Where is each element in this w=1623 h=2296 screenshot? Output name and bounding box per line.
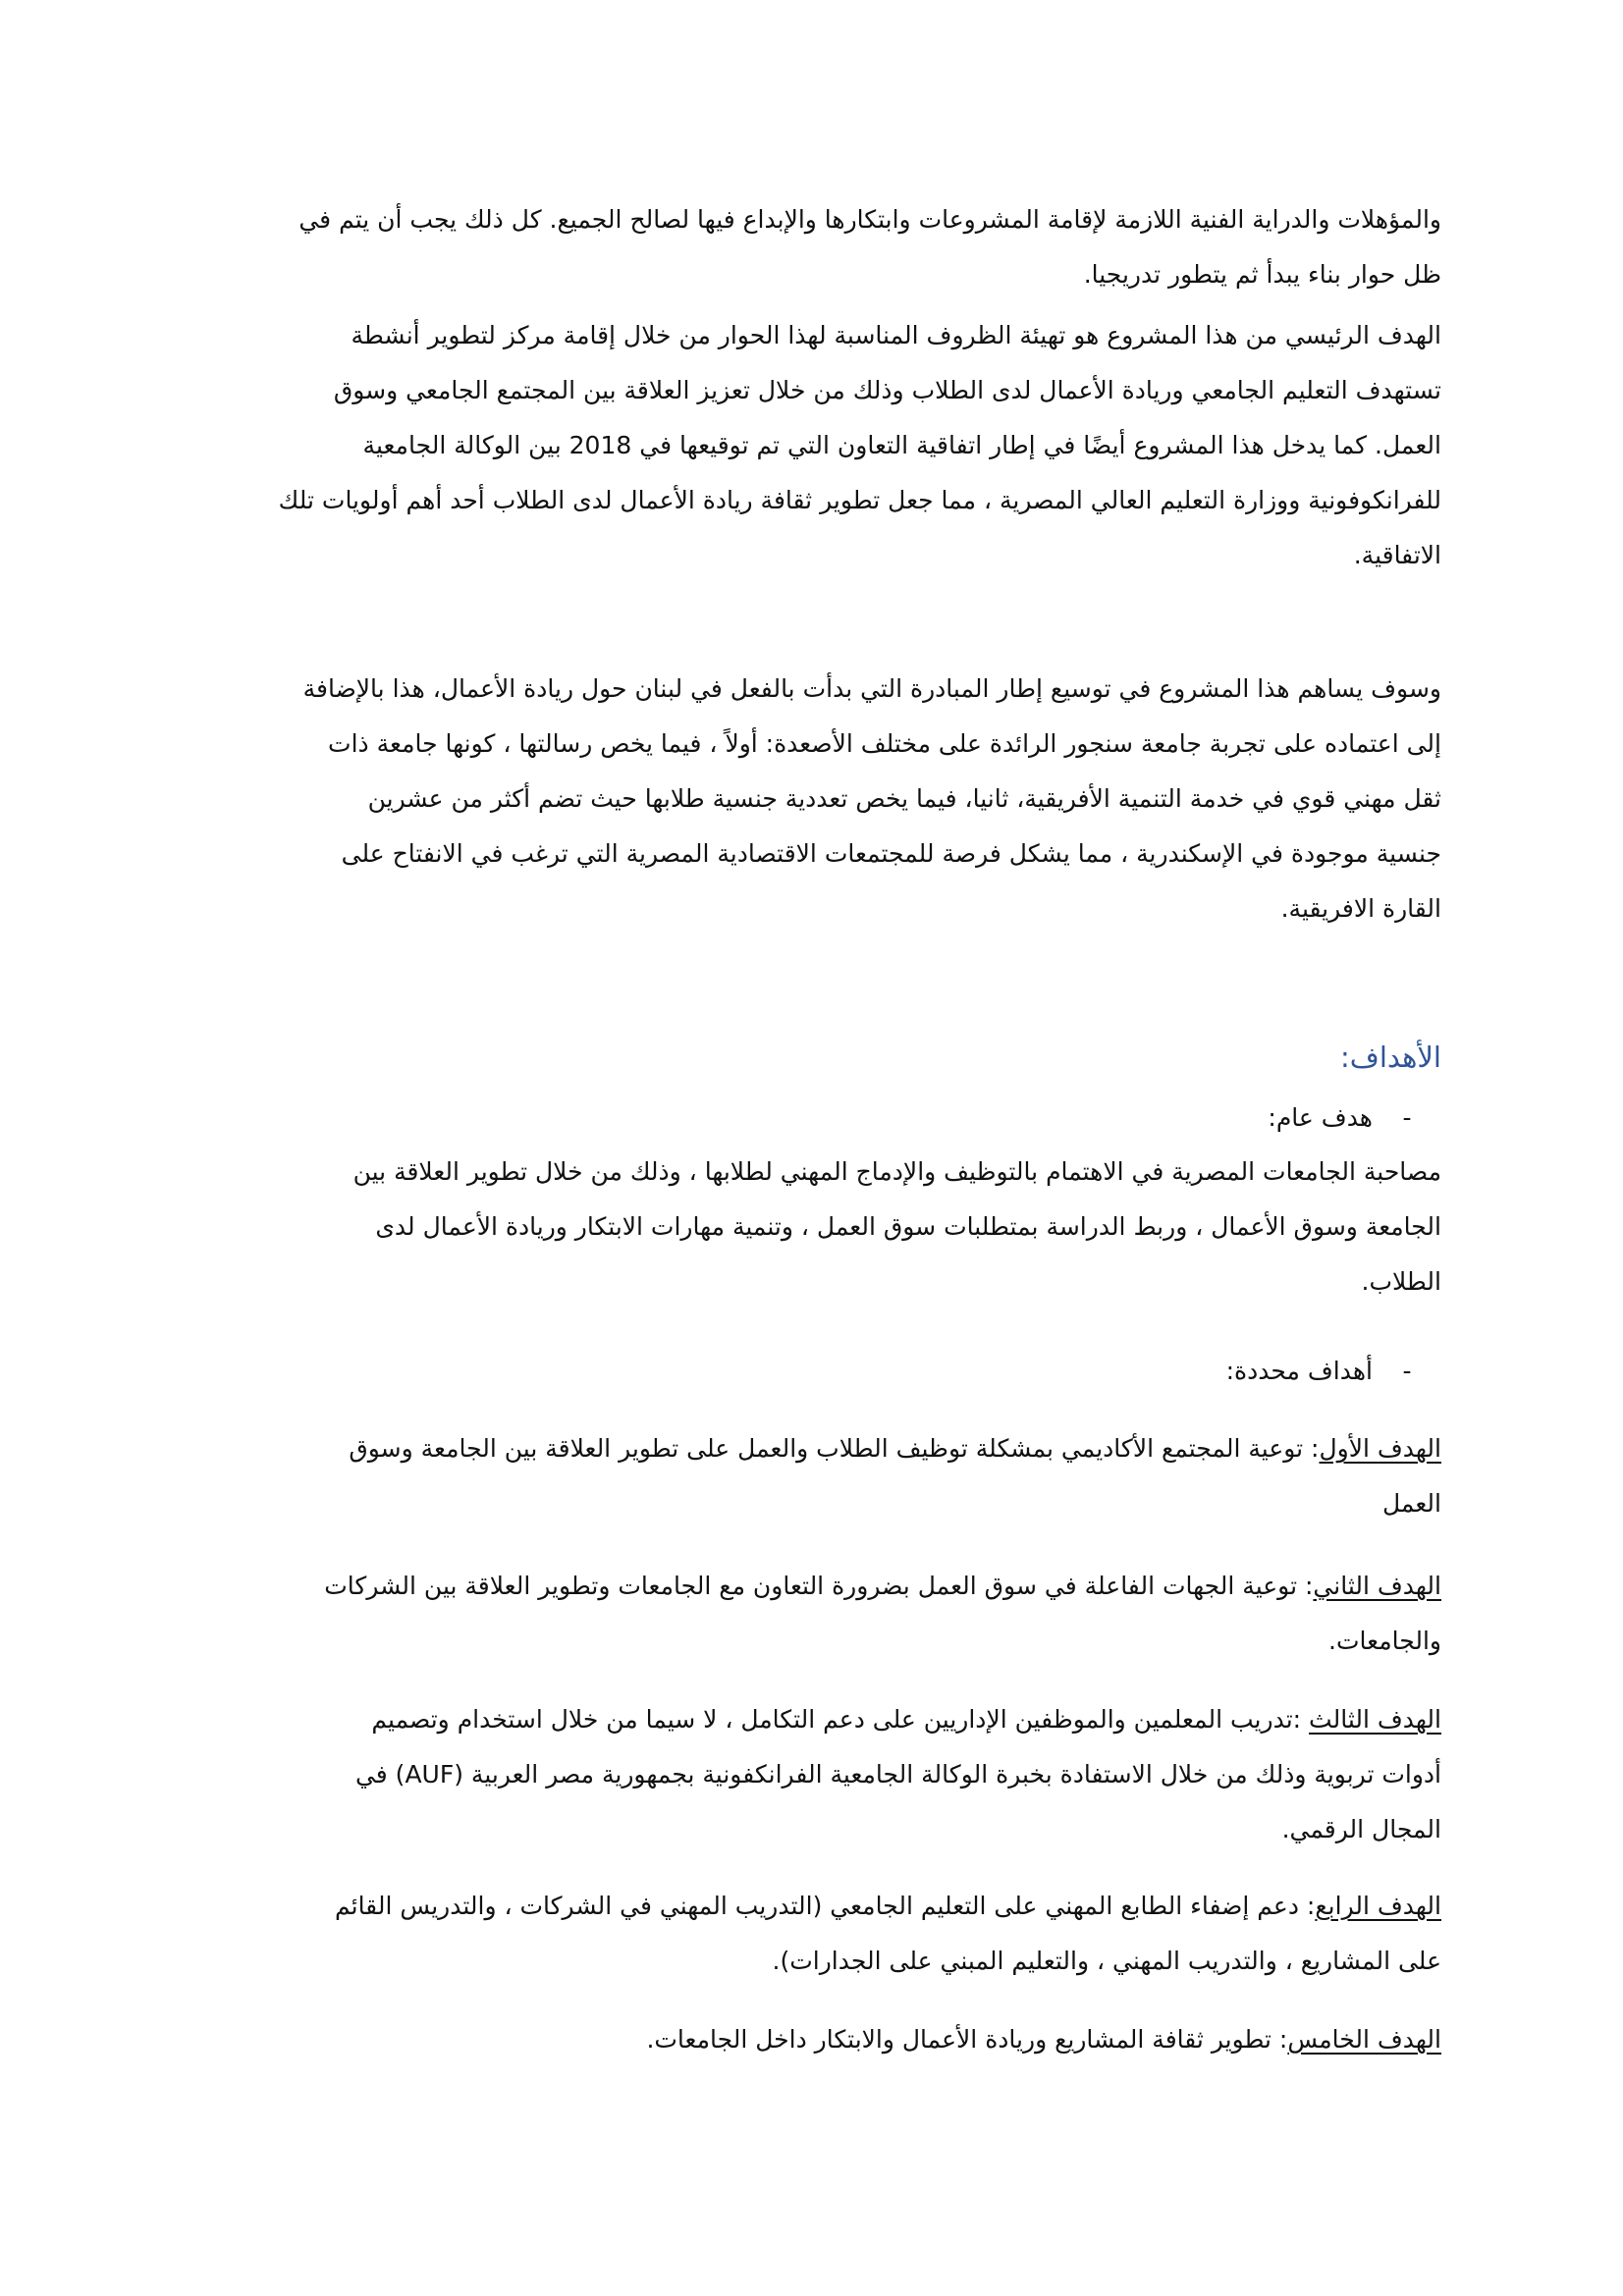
- text-line: [196, 1692, 1441, 1747]
- goal-5: [196, 2012, 1441, 2067]
- goal-label: الهدف الثالث: [1309, 1705, 1441, 1734]
- text-line: العمل. كما يدخل هذا المشروع أيضًا في إطار اتفاقية التعاون التي تم توقيعها في 2018 بين الوكالة الجامعية: [362, 431, 1441, 459]
- bullet-dash: -: [1402, 1357, 1412, 1385]
- text-line: [196, 2012, 1441, 2067]
- goal-2: [196, 1559, 1441, 1669]
- text-line: القارة الافريقية.: [1280, 894, 1441, 923]
- text-line: الاتفاقية.: [1353, 541, 1441, 569]
- text-line: أدوات تربوية وذلك من خلال الاستفادة بخبرة الوكالة الجامعية الفرانكفونية بجمهورية مصر العربية (AUF) في: [354, 1760, 1441, 1789]
- text-line: [196, 1879, 1441, 1934]
- paragraph-intro-continuation: [196, 192, 1441, 302]
- text-line: المجال الرقمي.: [1281, 1815, 1441, 1843]
- general-objective-bullet: [1268, 1103, 1441, 1132]
- text-line: [196, 1559, 1441, 1614]
- general-objective-text: [196, 1145, 1441, 1309]
- text-line: تستهدف التعليم الجامعي وريادة الأعمال لدى الطلاب وذلك من خلال تعزيز العلاقة بين المجتمع الجامعي وسوق: [333, 376, 1441, 404]
- text-line: جنسية موجودة في الإسكندرية ، مما يشكل فرصة للمجتمعات الاقتصادية المصرية التي ترغب في الانفتاح على: [341, 839, 1441, 868]
- paragraph-expansion: [196, 662, 1441, 936]
- text-line: الجامعة وسوق الأعمال ، وربط الدراسة بمتطلبات سوق العمل ، وتنمية مهارات الابتكار وريادة الأعمال لدى: [375, 1212, 1441, 1241]
- text-line: على المشاريع ، والتدريب المهني ، والتعليم المبني على الجدارات).: [772, 1947, 1441, 1975]
- text-line: [196, 1421, 1441, 1476]
- specific-objectives-bullet: [1226, 1357, 1441, 1385]
- text-line: الهدف الرئيسي من هذا المشروع هو تهيئة الظروف المناسبة لهذا الحوار من خلال إقامة مركز لتطوير أنشطة: [351, 321, 1441, 349]
- goal-text: : توعية المجتمع الأكاديمي بمشكلة توظيف الطلاب والعمل على تطوير العلاقة بين الجامعة وسوق: [349, 1434, 1320, 1463]
- goal-text: : دعم إضفاء الطابع المهني على التعليم الجامعي (التدريب المهني في الشركات ، والتدريس القائم: [334, 1892, 1316, 1920]
- goal-label: الهدف الخامس: [1287, 2025, 1441, 2054]
- goal-label: الهدف الثاني: [1313, 1572, 1441, 1600]
- goal-label: الهدف الأول: [1319, 1434, 1441, 1463]
- text-line: وسوف يساهم هذا المشروع في توسيع إطار المبادرة التي بدأت بالفعل في لبنان حول ريادة الأعمال، هذا بالإضافة: [302, 674, 1441, 703]
- text-line: مصاحبة الجامعات المصرية في الاهتمام بالتوظيف والإدماج المهني لطلابها ، وذلك من خلال تطوير العلاقة بين: [352, 1157, 1441, 1186]
- goal-label: الهدف الرابع: [1315, 1892, 1441, 1920]
- text-line: والمؤهلات والدراية الفنية اللازمة لإقامة المشروعات وابتكارها والإبداع فيها لصالح الجميع. كل ذلك يجب أن يتم في: [298, 205, 1441, 234]
- specific-objectives-label: أهداف محددة:: [1225, 1357, 1373, 1385]
- goal-4: [196, 1879, 1441, 1989]
- goal-1: [196, 1421, 1441, 1531]
- text-line: الطلاب.: [1361, 1267, 1441, 1296]
- text-line: للفرانكوفونية ووزارة التعليم العالي المصرية ، مما جعل تطوير ثقافة ريادة الأعمال لدى الطلاب أحد أهم أولويات تلك: [278, 486, 1441, 514]
- general-objective-label: هدف عام:: [1268, 1103, 1373, 1132]
- text-line: ظل حوار بناء يبدأ ثم يتطور تدريجيا.: [1083, 260, 1441, 289]
- text-line: ثقل مهني قوي في خدمة التنمية الأفريقية، ثانيا، فيما يخص تعددية جنسية طلابها حيث تضم أكثر من عشرين: [367, 784, 1441, 813]
- goal-text: : تطوير ثقافة المشاريع وريادة الأعمال والابتكار داخل الجامعات.: [646, 2025, 1288, 2054]
- goal-text: :تدريب المعلمين والموظفين الإداريين على دعم التكامل ، لا سيما من خلال استخدام وتصميم: [371, 1705, 1310, 1734]
- text-line: العمل: [1381, 1489, 1441, 1518]
- goal-text: : توعية الجهات الفاعلة في سوق العمل بضرورة التعاون مع الجامعات وتطوير العلاقة بين الشركات: [324, 1572, 1314, 1600]
- text-line: إلى اعتماده على تجربة جامعة سنجور الرائدة على مختلف الأصعدة: أولاً ، فيما يخص رسالتها ، كونها جامعة ذات: [328, 729, 1441, 758]
- paragraph-main-goal: [196, 308, 1441, 583]
- objectives-heading: الأهداف:: [1339, 1041, 1441, 1074]
- goal-3: [196, 1692, 1441, 1857]
- text-line: والجامعات.: [1328, 1627, 1441, 1655]
- bullet-dash: -: [1402, 1103, 1412, 1132]
